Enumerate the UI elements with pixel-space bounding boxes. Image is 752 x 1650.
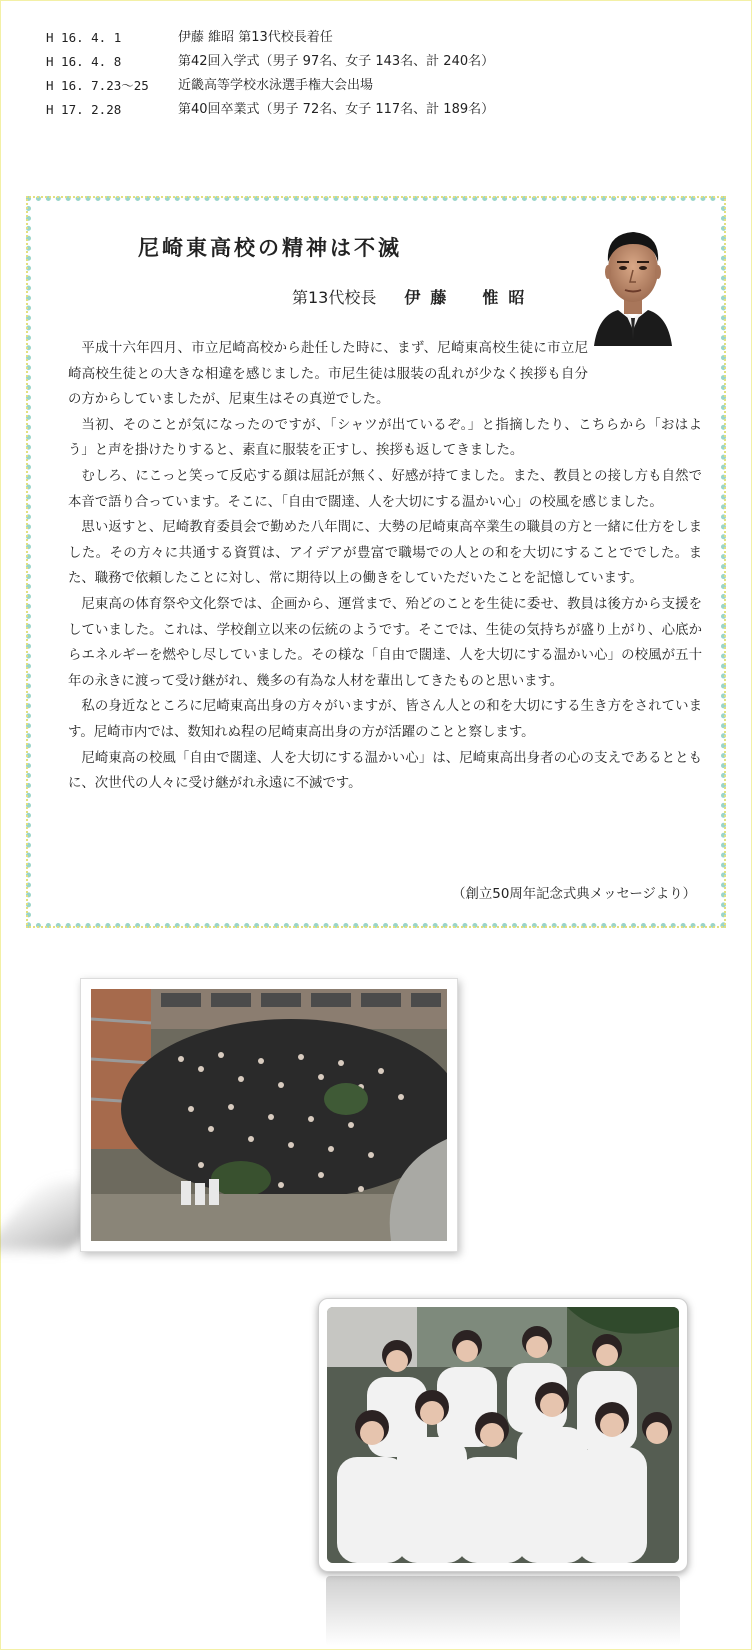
message-paragraph: 尼東高の体育祭や文化祭では、企画から、運営まで、殆どのことを生徒に委せ、教員は後方から支援をしていました。これは、学校創立以来の伝統のようです。そこでは、生徒の気持ちが盛り上がり、心底からエネルギーを燃やし尽していました。その様な「自由で闊達、人を大切にする温かい心」の校風が五十年の永きに渡って受け継がれ、幾多の有為な人材を輩出してきたものと思います。 [68,596,702,689]
timeline-row [46,50,666,74]
timeline-event: 第42回入学式（男子 97名、女子 143名、計 240名） [178,54,495,69]
author-name: 伊藤 惟昭 [404,288,535,307]
timeline-date: H 16. 7.23～25 [46,78,149,93]
timeline-row [46,98,666,122]
message-paragraph: むしろ、にこっと笑って反応する顔は屈託が無く、好感が持てました。また、教員との接し方も自然で本音で語り合っています。そこに、「自由で闊達、人を大切にする温かい心」の校風を感じました。 [68,468,702,510]
students-peace-sign-photo-icon [327,1307,679,1563]
message-author [292,285,534,308]
message-paragraph: 私の身近なところに尼崎東高出身の方々がいますが、皆さん人との和を大切にする生き方をされています。尼崎市内では、数知れぬ程の尼崎東高出身の方が活躍のことと察します。 [68,699,702,740]
timeline-event: 近畿高等学校水泳選手権大会出場 [178,78,374,93]
timeline-date: H 17. 2.28 [46,102,122,117]
timeline-date: H 16. 4. 8 [46,54,122,69]
author-role: 第13代校長 [292,288,377,307]
timeline-event: 第40回卒業式（男子 72名、女子 117名、計 189名） [178,102,495,117]
message-source: （創立50周年記念式典メッセージより） [452,887,696,902]
timeline-date: H 16. 4. 1 [46,30,122,45]
message-body [68,336,702,797]
group-photo-1 [80,978,458,1252]
message-paragraph: 当初、そのことが気になったのですが、「シャツが出ているぞ。」と指摘したり、こちらから「おはよう」と声を掛けたりすると、素直に服装を正すし、挨拶も返してきました。 [68,417,702,459]
message-paragraph: 尼崎東高の校風「自由で闊達、人を大切にする温かい心」は、尼崎東高出身者の心の支えであるとともに、次世代の人々に受け継がれ永遠に不滅です。 [68,750,702,792]
message-paragraph: 思い返すと、尼崎教育委員会で勤めた八年間に、大勢の尼崎東高卒業生の職員の方と一緒に仕方をしました。その方々に共通する資質は、アイデアが豊富で職場での人との和を大切にすることででした。また、職務で依頼したことに対し、常に期待以上の働きをしていただいたことを記憶しています。 [68,520,702,587]
timeline-row [46,26,666,50]
history-timeline [46,26,666,122]
school-group-photo-icon [91,989,447,1241]
group-photo-2 [318,1298,688,1572]
message-title: 尼崎東高校の精神は不滅 [138,236,402,260]
principal-portrait-icon [592,212,674,346]
timeline-event: 伊藤 維昭 第13代校長着任 [178,30,333,45]
message-paragraph: 平成十六年四月、市立尼崎高校から赴任した時に、まず、尼崎東高校生徒に市立尼崎高校生徒との大きな相違を感じました。市尼生徒は服装の乱れが少なく挨拶も自分の方からしていましたが、尼東生はその真逆でした。 [68,341,588,408]
photo-reflection [326,1576,680,1646]
timeline-row [46,74,666,98]
